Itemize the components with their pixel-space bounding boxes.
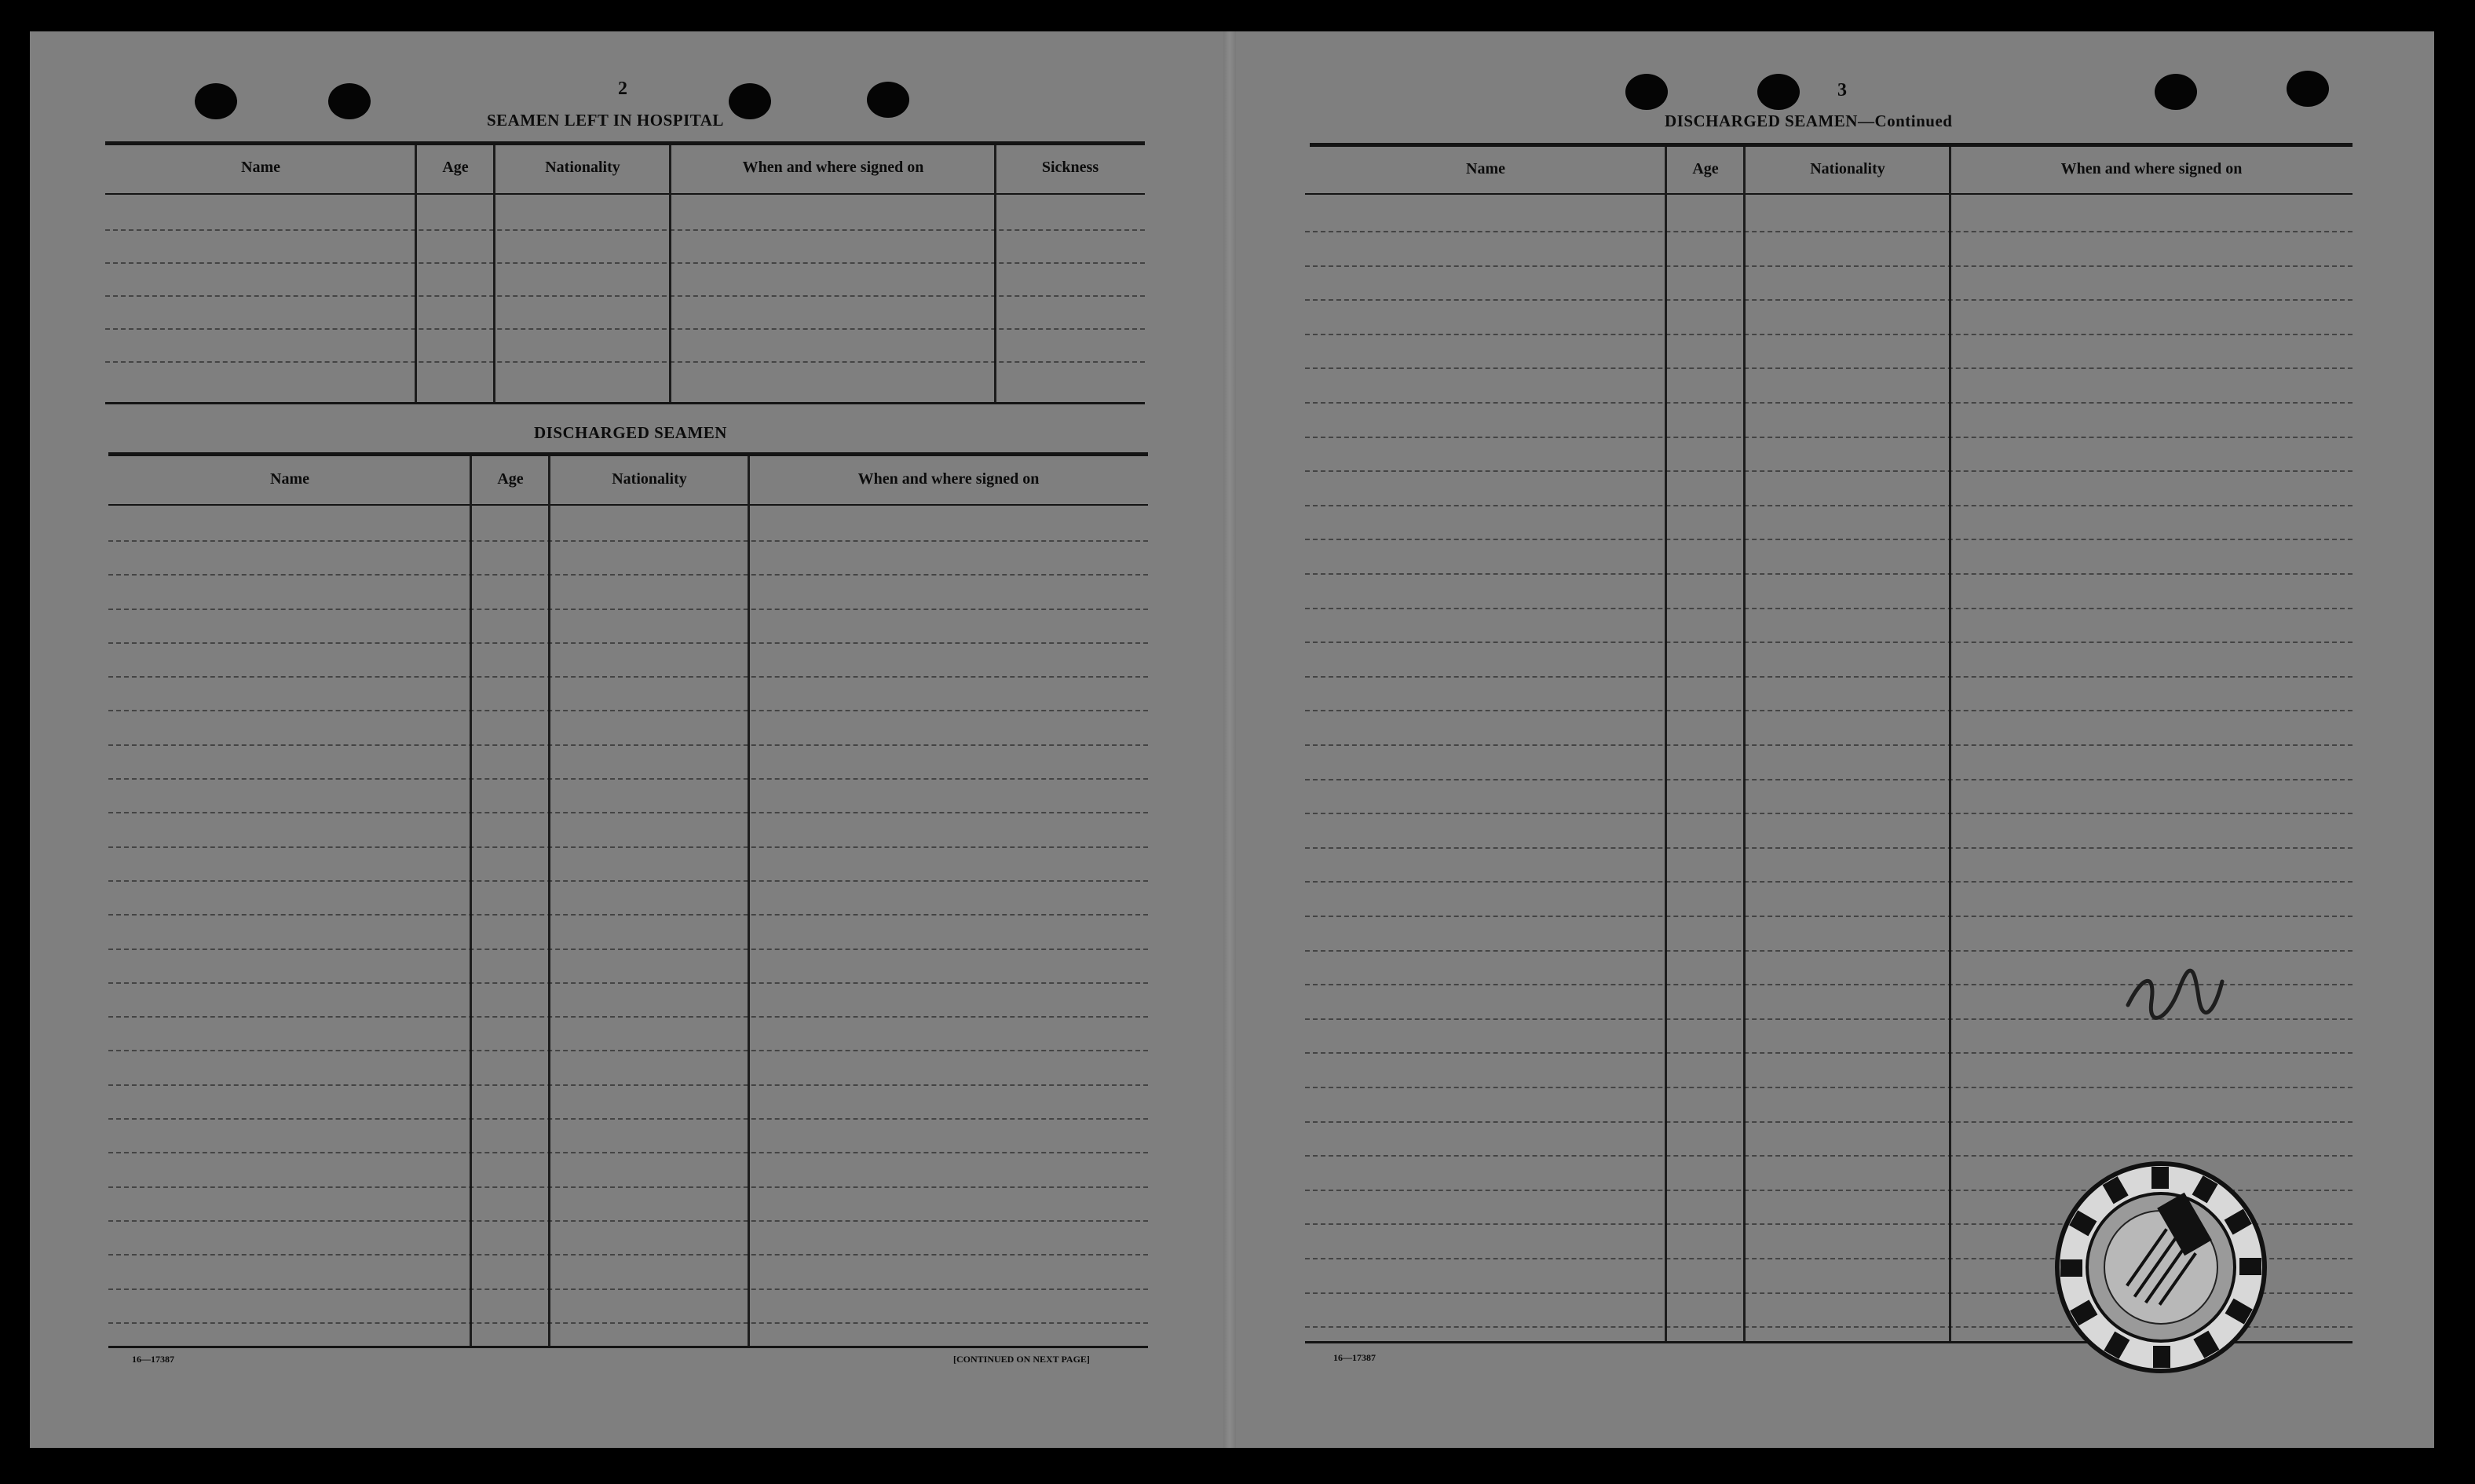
hospital-header-age: Age: [442, 159, 469, 176]
right-row-rule: [1305, 881, 2353, 883]
right-row-rule: [1305, 779, 2353, 780]
discharged-row-rule: [108, 1322, 1148, 1324]
right-row-rule: [1305, 1087, 2353, 1088]
punch-hole: [729, 83, 771, 119]
discharged-table-top-rule: [108, 452, 1148, 456]
discharged-row-rule: [108, 914, 1148, 916]
hospital-col-divider: [669, 145, 671, 402]
right-table-top-rule: [1310, 143, 2353, 147]
hospital-header-sickness: Sickness: [1041, 159, 1099, 176]
hospital-table-bottom-rule: [105, 402, 1145, 404]
right-row-rule: [1305, 847, 2353, 849]
discharged-row-rule: [108, 1288, 1148, 1290]
right-row-rule: [1305, 676, 2353, 678]
right-header-signed-on: When and where signed on: [2060, 160, 2243, 177]
hospital-col-divider: [415, 145, 417, 402]
right-header-name: Name: [1466, 160, 1505, 177]
hospital-section-title: SEAMEN LEFT IN HOSPITAL: [487, 111, 724, 130]
discharged-row-rule: [108, 710, 1148, 711]
discharged-row-rule: [108, 1254, 1148, 1256]
discharged-col-divider: [748, 456, 750, 1346]
discharged-header-rule: [108, 504, 1148, 506]
right-row-rule: [1305, 1052, 2353, 1054]
center-fold: [1223, 31, 1236, 1448]
punch-hole: [1625, 74, 1668, 110]
discharged-row-rule: [108, 880, 1148, 882]
discharged-row-rule: [108, 1152, 1148, 1153]
right-row-rule: [1305, 470, 2353, 472]
discharged-row-rule: [108, 949, 1148, 950]
hospital-header-nationality: Nationality: [545, 159, 620, 176]
discharged-row-rule: [108, 1186, 1148, 1188]
discharged-row-rule: [108, 1084, 1148, 1086]
right-section-title-suffix: —Continued: [1857, 111, 1953, 130]
left-footer-continued: [CONTINUED ON NEXT PAGE]: [953, 1354, 1090, 1365]
hospital-header-name: Name: [241, 159, 280, 176]
discharged-header-nationality: Nationality: [612, 470, 687, 488]
discharged-row-rule: [108, 1016, 1148, 1018]
hospital-row-rule: [105, 262, 1145, 264]
discharged-row-rule: [108, 1118, 1148, 1120]
right-header-nationality: Nationality: [1810, 160, 1885, 177]
right-row-rule: [1305, 367, 2353, 369]
right-row-rule: [1305, 437, 2353, 438]
discharged-header-signed-on: When and where signed on: [857, 470, 1040, 488]
discharged-row-rule: [108, 676, 1148, 678]
right-row-rule: [1305, 231, 2353, 232]
discharged-row-rule: [108, 812, 1148, 813]
discharged-row-rule: [108, 1050, 1148, 1051]
right-header-rule: [1305, 193, 2353, 195]
right-row-rule: [1305, 813, 2353, 814]
discharged-header-name: Name: [270, 470, 309, 488]
right-row-rule: [1305, 1155, 2353, 1157]
right-section-title: [1665, 111, 1952, 131]
punch-hole: [2287, 71, 2329, 107]
discharged-row-rule: [108, 642, 1148, 644]
right-row-rule: [1305, 950, 2353, 952]
right-page-number: 3: [1837, 80, 1847, 101]
right-row-rule: [1305, 539, 2353, 540]
right-row-rule: [1305, 505, 2353, 506]
right-header-age: Age: [1692, 160, 1719, 177]
right-row-rule: [1305, 641, 2353, 643]
right-row-rule: [1305, 265, 2353, 267]
right-row-rule: [1305, 744, 2353, 746]
right-row-rule: [1305, 608, 2353, 609]
discharged-col-divider: [548, 456, 550, 1346]
discharged-section-title: DISCHARGED SEAMEN: [534, 423, 727, 442]
right-section-title-main: DISCHARGED SEAMEN: [1665, 111, 1858, 130]
hospital-row-rule: [105, 361, 1145, 363]
discharged-table-bottom-rule: [108, 1346, 1148, 1348]
discharged-row-rule: [108, 744, 1148, 746]
hospital-row-rule: [105, 295, 1145, 297]
discharged-col-divider: [470, 456, 472, 1346]
right-row-rule: [1305, 916, 2353, 917]
discharged-row-rule: [108, 982, 1148, 984]
right-row-rule: [1305, 573, 2353, 575]
punch-hole: [195, 83, 237, 119]
punch-hole: [2155, 74, 2197, 110]
discharged-row-rule: [108, 1220, 1148, 1222]
right-row-rule: [1305, 402, 2353, 404]
punch-hole: [328, 83, 371, 119]
hospital-header-rule: [105, 193, 1145, 195]
right-footer-code: 16—17387: [1333, 1352, 1376, 1363]
hospital-row-rule: [105, 328, 1145, 330]
left-page-number: 2: [618, 79, 627, 99]
discharged-row-rule: [108, 540, 1148, 542]
hospital-row-rule: [105, 229, 1145, 231]
hospital-col-divider: [493, 145, 495, 402]
left-footer-code: 16—17387: [132, 1354, 174, 1365]
discharged-row-rule: [108, 609, 1148, 610]
right-row-rule: [1305, 710, 2353, 711]
received-stamp: [2051, 1157, 2271, 1377]
discharged-header-age: Age: [497, 470, 524, 488]
punch-hole: [1757, 74, 1800, 110]
hospital-header-signed-on: When and where signed on: [742, 159, 924, 176]
right-row-rule: [1305, 299, 2353, 301]
right-row-rule: [1305, 334, 2353, 335]
punch-hole: [867, 82, 909, 118]
discharged-row-rule: [108, 778, 1148, 780]
right-row-rule: [1305, 1121, 2353, 1123]
hospital-col-divider: [994, 145, 996, 402]
handwritten-initials: [2120, 958, 2230, 1029]
discharged-row-rule: [108, 574, 1148, 576]
hospital-table-top-rule: [105, 141, 1145, 145]
discharged-row-rule: [108, 846, 1148, 848]
